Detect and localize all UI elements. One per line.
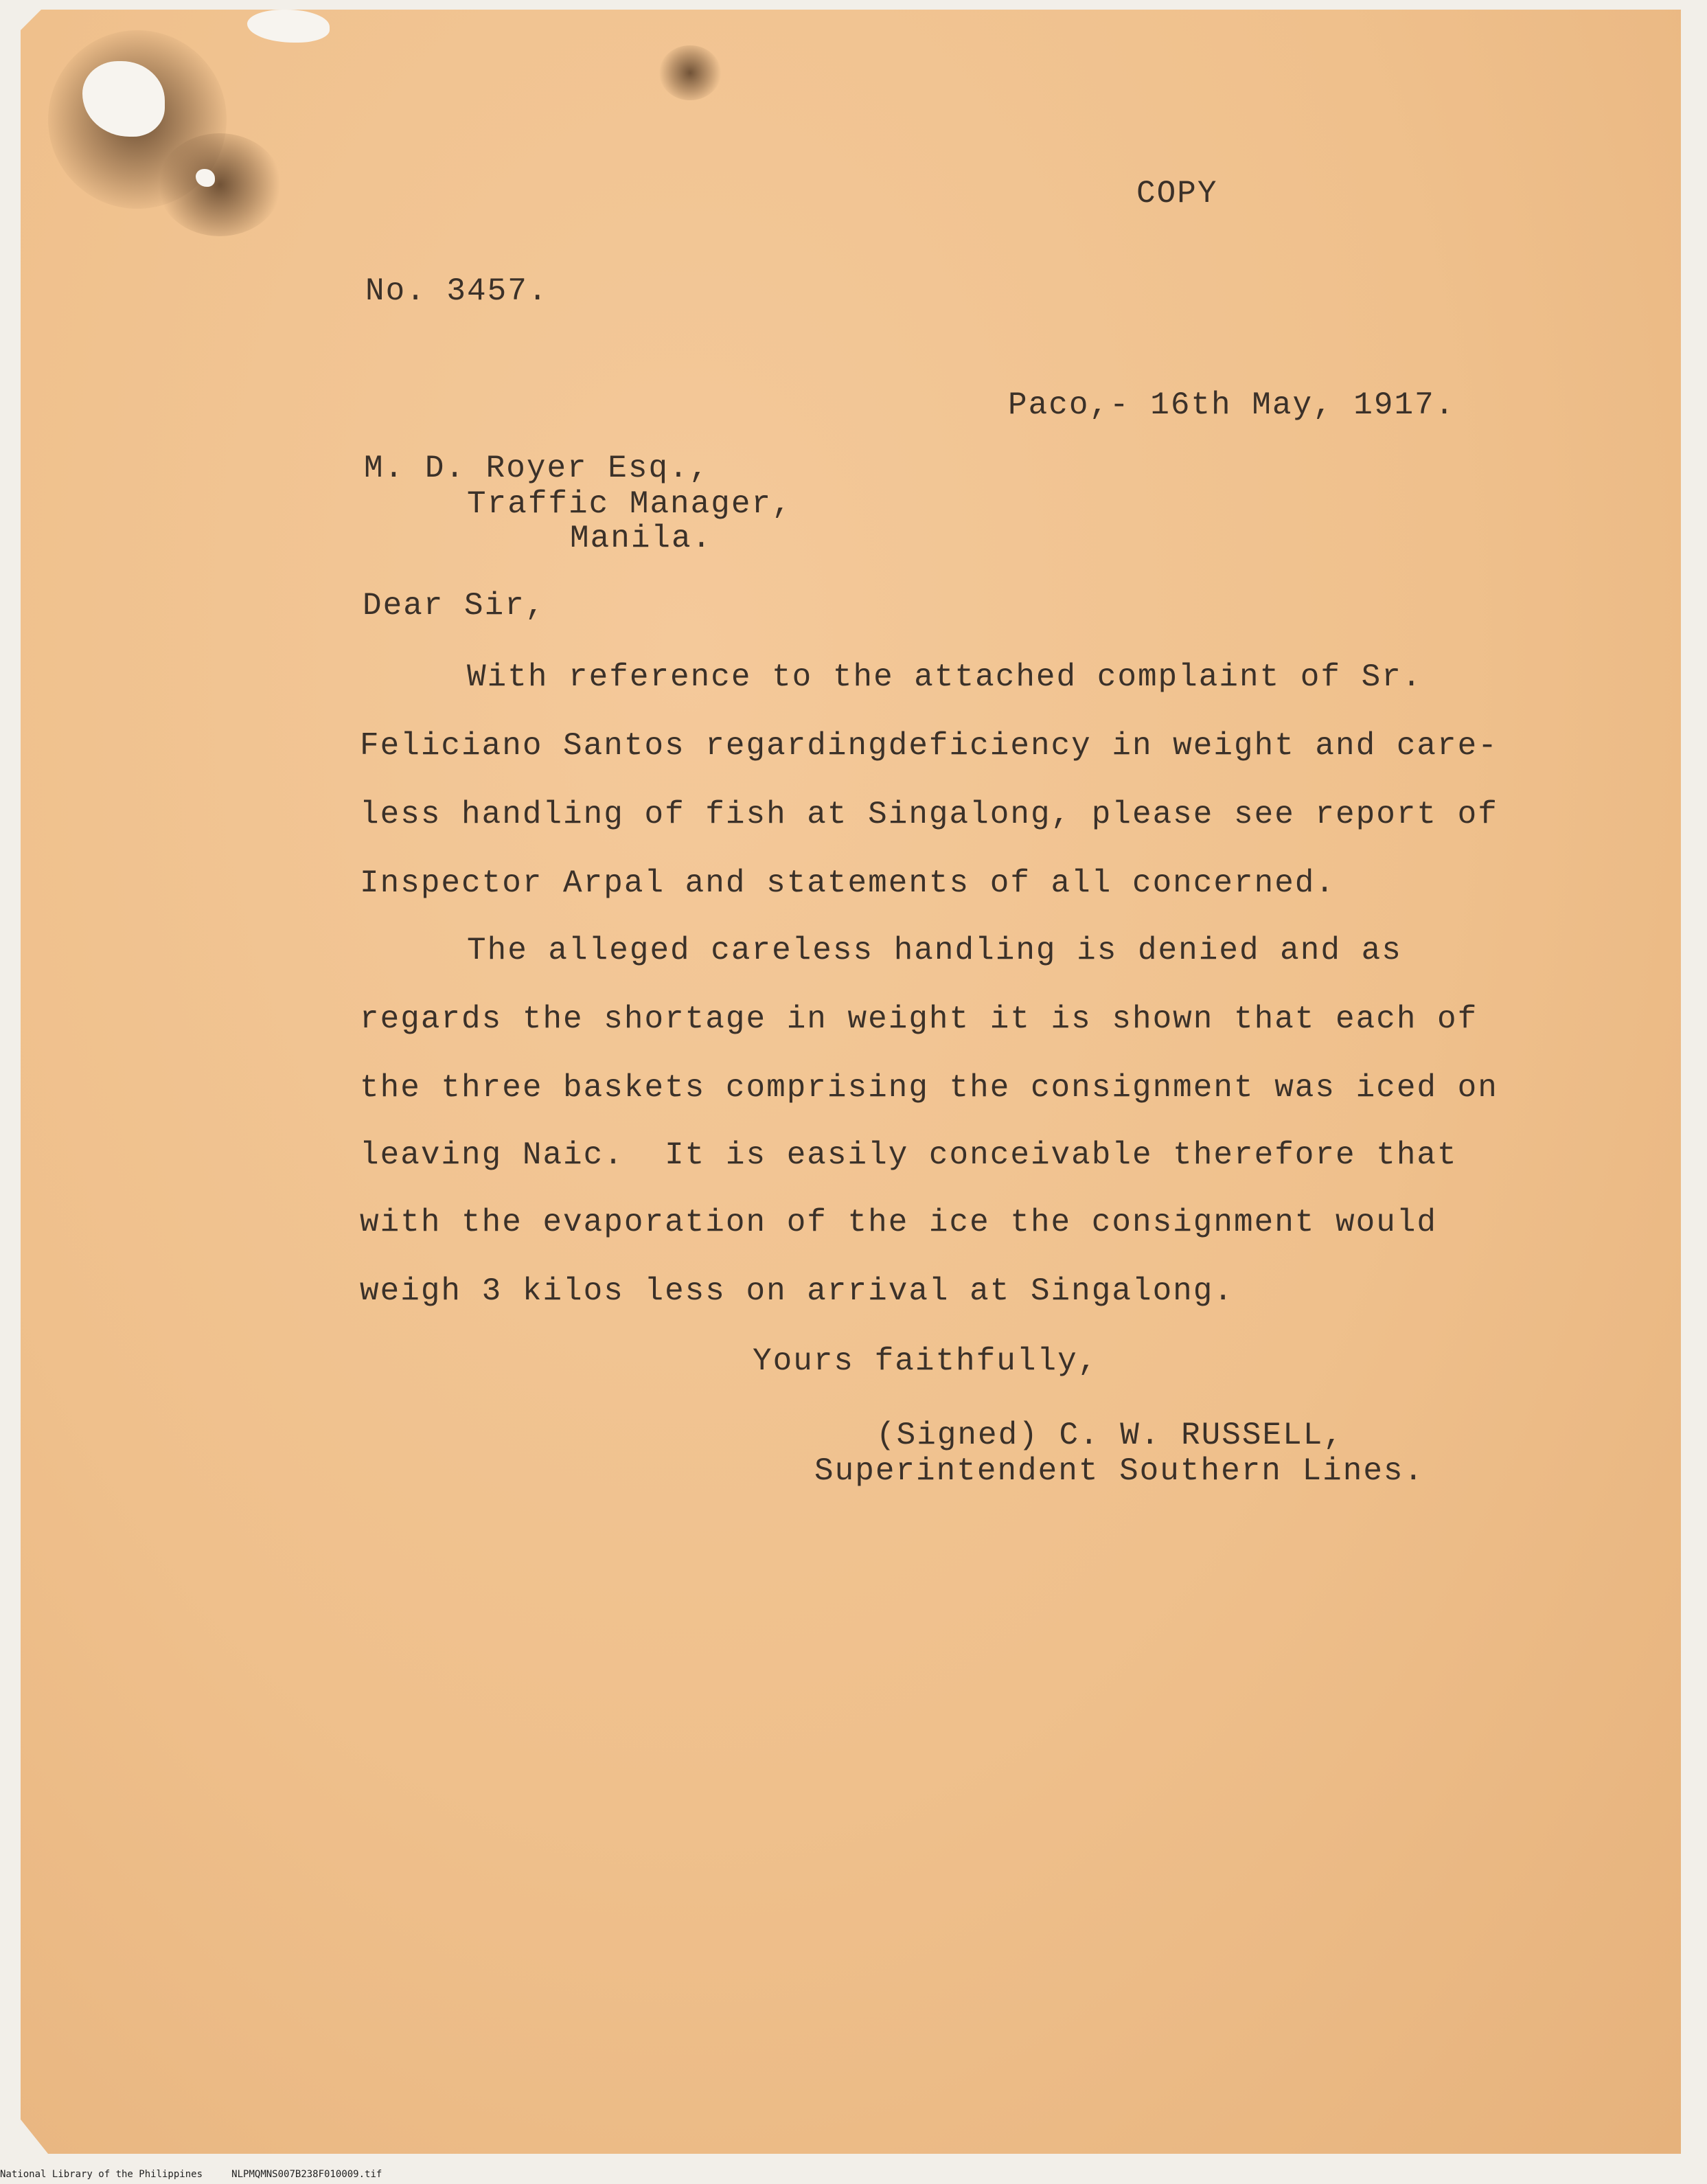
body-line: The alleged careless handling is denied and as <box>467 933 1402 968</box>
recipient-title: Traffic Manager, <box>467 486 792 522</box>
ink-blot <box>659 45 721 100</box>
document-number: No. 3457. <box>365 273 549 309</box>
signatory-title: Superintendent Southern Lines. <box>814 1453 1425 1489</box>
salutation: Dear Sir, <box>363 588 546 624</box>
archive-footer <box>0 2169 382 2180</box>
body-line: weigh 3 kilos less on arrival at Singalong. <box>360 1273 1234 1309</box>
body-line: With reference to the attached complaint of Sr. <box>467 659 1423 695</box>
recipient-city: Manila. <box>570 521 713 556</box>
body-line: the three baskets comprising the consignment was iced on <box>360 1070 1498 1106</box>
closing: Yours faithfully, <box>753 1343 1099 1379</box>
body-line: with the evaporation of the ice the consignment would <box>360 1205 1438 1240</box>
signature: (Signed) C. W. RUSSELL, <box>876 1418 1344 1453</box>
dateline: Paco,- 16th May, 1917. <box>1008 387 1456 423</box>
body-line: less handling of fish at Singalong, please see report of <box>360 797 1498 832</box>
copy-stamp: COPY <box>1136 176 1218 212</box>
paper-hole <box>196 169 215 187</box>
paper-hole <box>247 10 330 43</box>
burn-stain <box>158 133 282 236</box>
body-line: Inspector Arpal and statements of all concerned. <box>360 865 1336 901</box>
body-line: regards the shortage in weight it is shown that each of <box>360 1001 1478 1037</box>
archive-file-name: NLPMQMNS007B238F010009.tif <box>231 2169 382 2180</box>
archive-institution: National Library of the Philippines <box>0 2169 203 2180</box>
body-line: leaving Naic. It is easily conceivable therefore that <box>360 1137 1458 1173</box>
body-line: Feliciano Santos regardingdeficiency in weight and care- <box>360 728 1498 764</box>
recipient-name: M. D. Royer Esq., <box>364 451 710 486</box>
